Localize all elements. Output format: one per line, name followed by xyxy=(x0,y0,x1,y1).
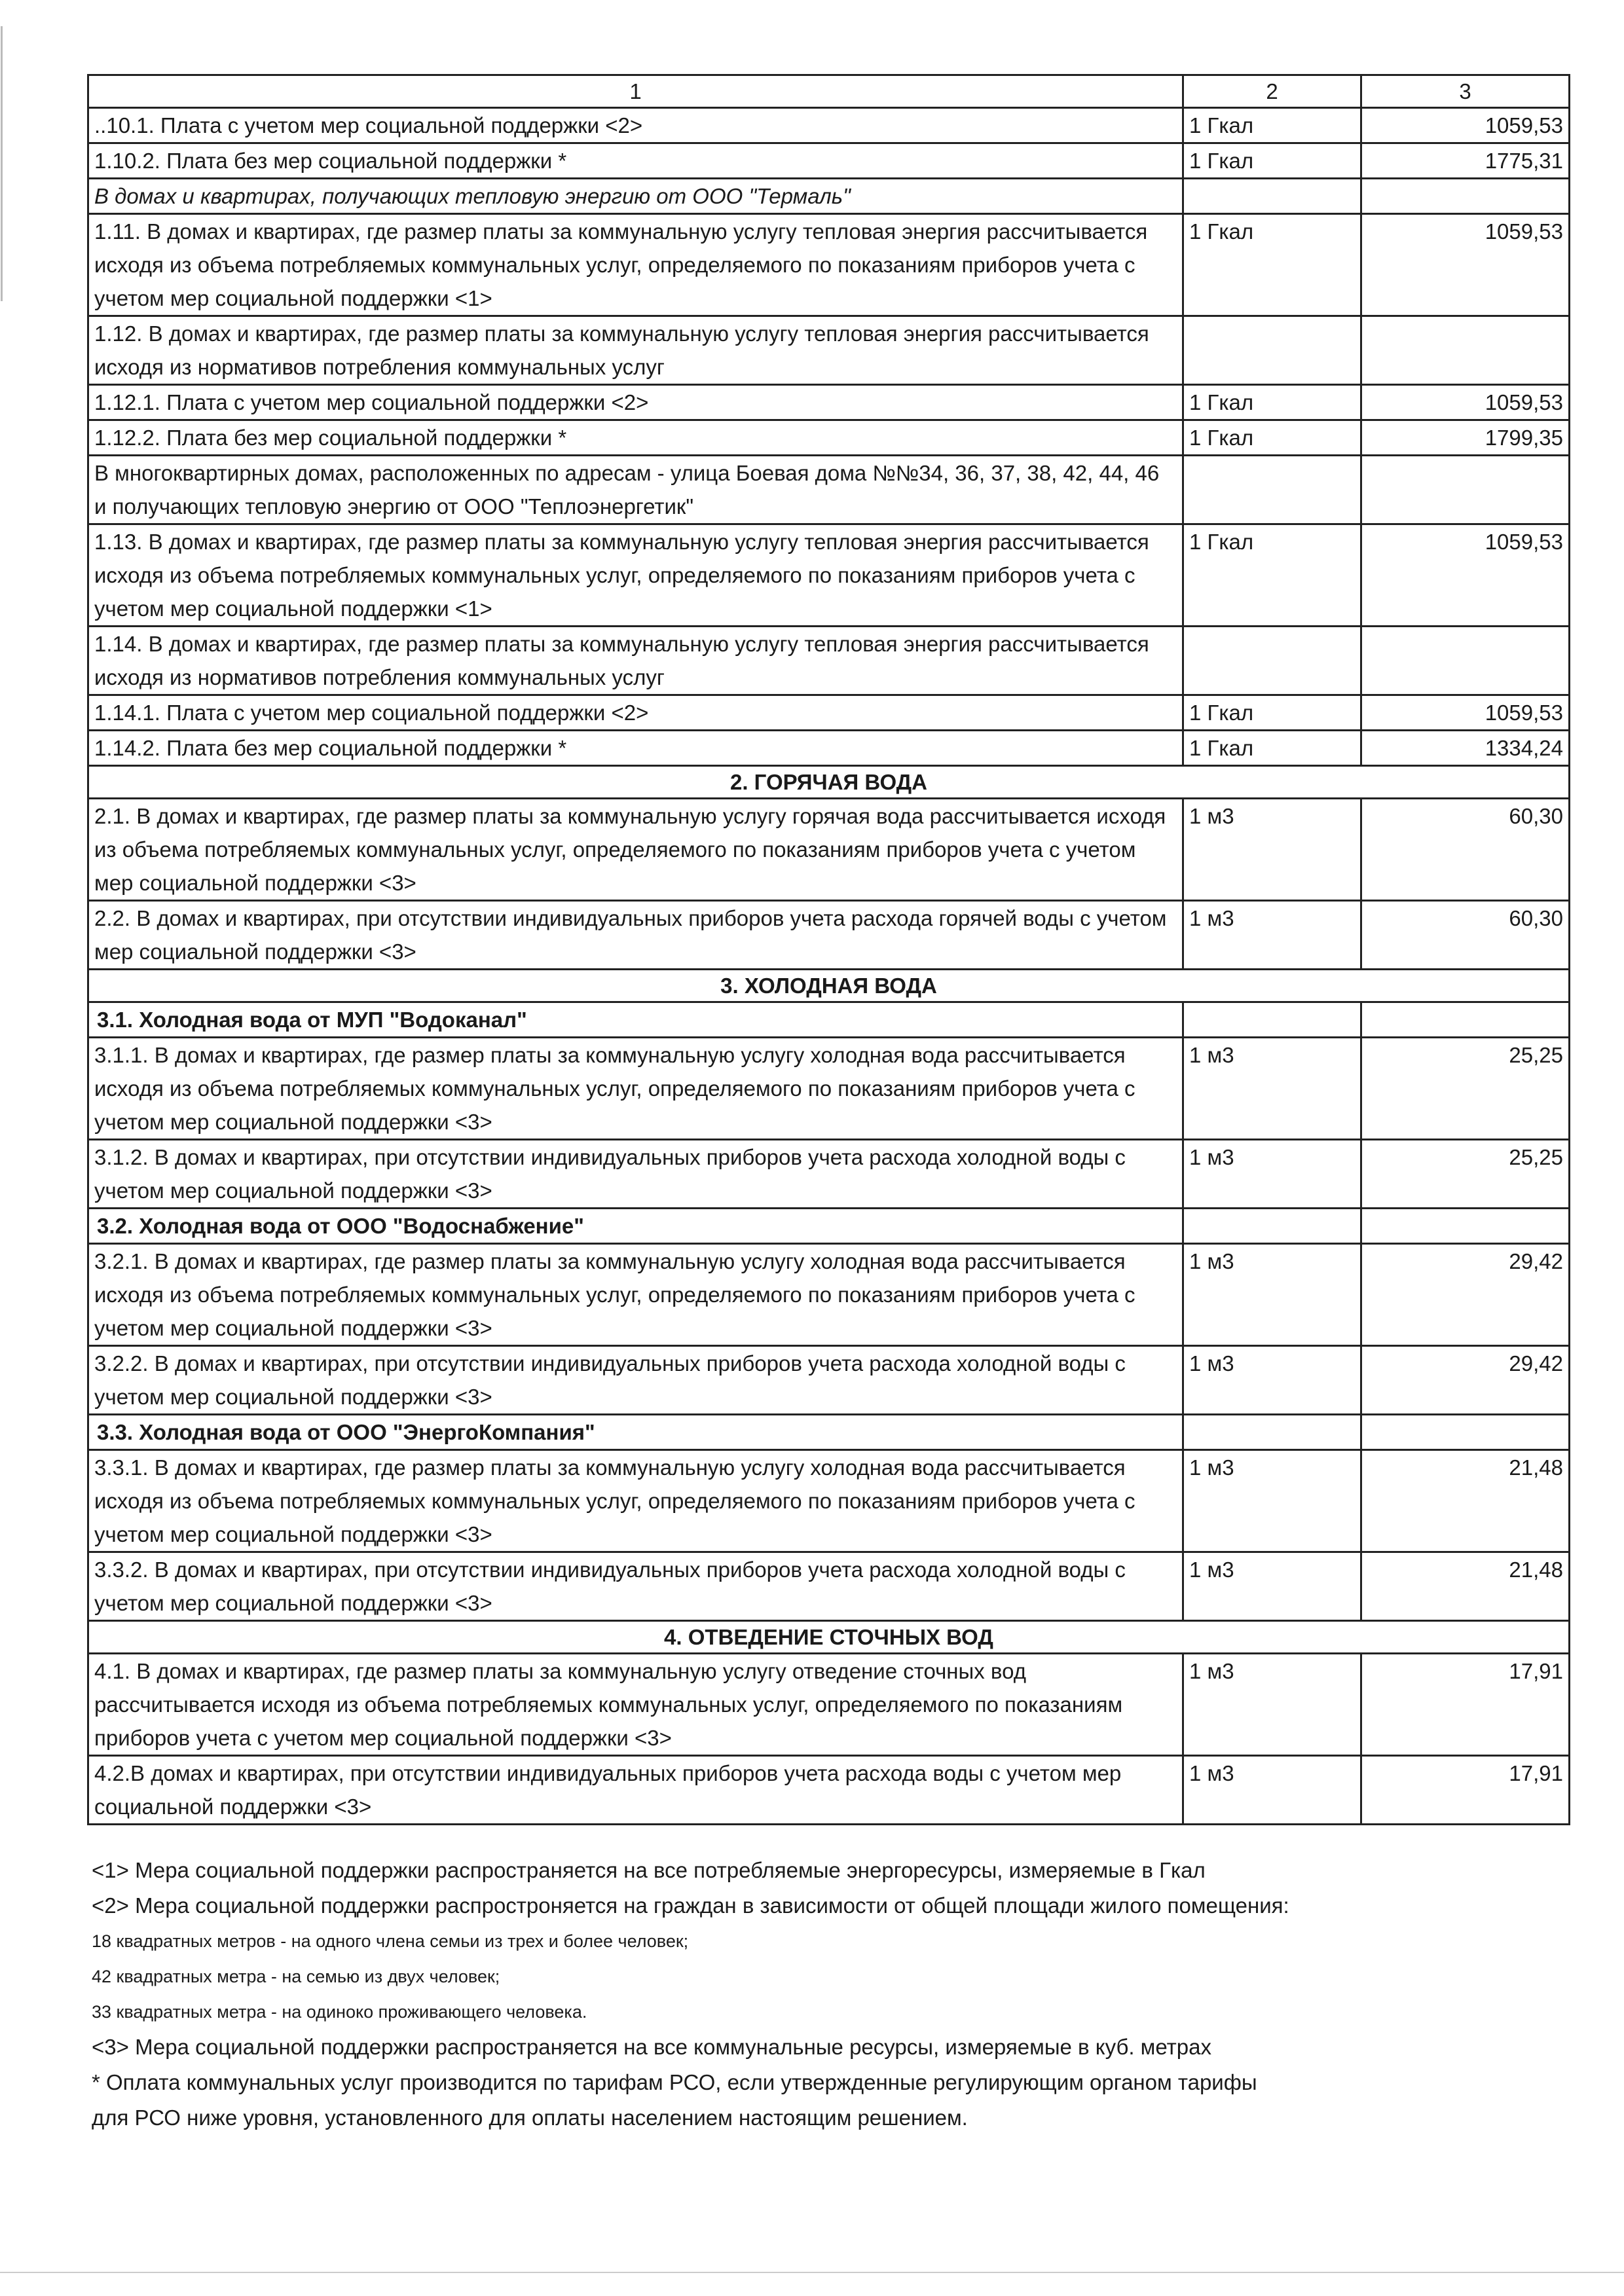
row-unit: 1 м3 xyxy=(1183,799,1361,901)
row-unit: 1 м3 xyxy=(1183,1140,1361,1209)
row-value: 29,42 xyxy=(1361,1346,1570,1415)
row-unit xyxy=(1183,456,1361,524)
subsection-row xyxy=(88,1415,1570,1450)
table-row xyxy=(88,901,1570,970)
table-header-row xyxy=(88,75,1570,108)
row-unit: 1 м3 xyxy=(1183,1346,1361,1415)
row-value: 17,91 xyxy=(1361,1654,1570,1756)
row-description: ..10.1. Плата с учетом мер социальной поддержки <2> xyxy=(88,108,1183,143)
row-value xyxy=(1361,456,1570,524)
row-value xyxy=(1361,1415,1570,1450)
table-row xyxy=(88,456,1570,524)
row-value: 21,48 xyxy=(1361,1552,1570,1621)
row-unit xyxy=(1183,1209,1361,1244)
footnote-star-line-1: * Оплата коммунальных услуг производится по тарифам РСО, если утвержденные регулирующим органом тарифы xyxy=(92,2070,1257,2094)
table-row xyxy=(88,179,1570,214)
row-description: 3.2.2. В домах и квартирах, при отсутствии индивидуальных приборов учета расхода холодной воды с учетом мер социальной поддержки <3> xyxy=(88,1346,1183,1415)
row-description: 2.2. В домах и квартирах, при отсутствии индивидуальных приборов учета расхода горячей воды с учетом мер социальной поддержки <3> xyxy=(88,901,1183,970)
header-col-1: 1 xyxy=(88,75,1183,108)
table-row xyxy=(88,799,1570,901)
table-row xyxy=(88,214,1570,316)
row-description: 3.1. Холодная вода от МУП "Водоканал" xyxy=(88,1002,1183,1038)
row-unit: 1 Гкал xyxy=(1183,420,1361,456)
header-col-3: 3 xyxy=(1361,75,1570,108)
row-unit: 1 м3 xyxy=(1183,1756,1361,1825)
scan-edge-mark xyxy=(1,26,9,301)
row-value: 1775,31 xyxy=(1361,143,1570,179)
row-value: 1059,53 xyxy=(1361,108,1570,143)
table-row xyxy=(88,1346,1570,1415)
row-value: 1059,53 xyxy=(1361,214,1570,316)
row-description: 1.14.2. Плата без мер социальной поддержки * xyxy=(88,731,1183,766)
table-row xyxy=(88,731,1570,766)
section-heading-row xyxy=(88,970,1570,1002)
row-value: 29,42 xyxy=(1361,1244,1570,1346)
row-description: 1.12.2. Плата без мер социальной поддержки * xyxy=(88,420,1183,456)
row-value: 1799,35 xyxy=(1361,420,1570,456)
subsection-row xyxy=(88,1209,1570,1244)
table-row xyxy=(88,316,1570,385)
section-heading: 2. ГОРЯЧАЯ ВОДА xyxy=(88,766,1570,799)
row-description: 1.12.1. Плата с учетом мер социальной поддержки <2> xyxy=(88,385,1183,420)
footnote-1: <1> Мера социальной поддержки распространяется на все потребляемые энергоресурсы, измеряемые в Гкал xyxy=(92,1858,1206,1882)
footnote-2-item-1: 18 квадратных метров - на одного члена семьи из трех и более человек; xyxy=(92,1931,689,1951)
row-description: 3.3. Холодная вода от ООО "ЭнергоКомпания" xyxy=(88,1415,1183,1450)
section-heading-row xyxy=(88,1621,1570,1654)
row-value xyxy=(1361,627,1570,695)
tariff-table xyxy=(87,74,1570,1825)
row-unit xyxy=(1183,627,1361,695)
row-unit: 1 м3 xyxy=(1183,901,1361,970)
row-description: 1.14. В домах и квартирах, где размер платы за коммунальную услугу тепловая энергия рассчитывается исходя из нормативов потребления коммунальных услуг xyxy=(88,627,1183,695)
row-unit: 1 Гкал xyxy=(1183,731,1361,766)
table-row xyxy=(88,1450,1570,1552)
row-description: 2.1. В домах и квартирах, где размер платы за коммунальную услугу горячая вода рассчитывается исходя из объема потребляемых коммунальных услуг, определяемого по показаниям приборов учета с учетом мер социальной поддержки <3> xyxy=(88,799,1183,901)
row-value: 1059,53 xyxy=(1361,385,1570,420)
footnote-2-item-3: 33 квадратных метра - на одиноко проживающего человека. xyxy=(92,2002,587,2022)
row-unit: 1 м3 xyxy=(1183,1038,1361,1140)
row-unit xyxy=(1183,1002,1361,1038)
row-value: 60,30 xyxy=(1361,799,1570,901)
table-row xyxy=(88,1244,1570,1346)
footnote-3: <3> Мера социальной поддержки распространяется на все коммунальные ресурсы, измеряемые в куб. метрах xyxy=(92,2035,1211,2059)
row-description: 3.2. Холодная вода от ООО "Водоснабжение" xyxy=(88,1209,1183,1244)
row-value: 17,91 xyxy=(1361,1756,1570,1825)
table-row xyxy=(88,1552,1570,1621)
row-value xyxy=(1361,316,1570,385)
row-description: 1.10.2. Плата без мер социальной поддержки * xyxy=(88,143,1183,179)
section-heading-row xyxy=(88,766,1570,799)
table-row xyxy=(88,524,1570,627)
row-description: 3.3.1. В домах и квартирах, где размер платы за коммунальную услугу холодная вода рассчитывается исходя из объема потребляемых коммунальных услуг, определяемого по показаниям приборов учета с учетом мер социальной поддержки <3> xyxy=(88,1450,1183,1552)
row-unit xyxy=(1183,1415,1361,1450)
row-unit: 1 Гкал xyxy=(1183,143,1361,179)
subsection-row xyxy=(88,1002,1570,1038)
row-unit: 1 Гкал xyxy=(1183,385,1361,420)
table-row xyxy=(88,108,1570,143)
row-value: 25,25 xyxy=(1361,1140,1570,1209)
row-description: 1.14.1. Плата с учетом мер социальной поддержки <2> xyxy=(88,695,1183,731)
table-row xyxy=(88,1038,1570,1140)
table-row xyxy=(88,695,1570,731)
row-unit: 1 м3 xyxy=(1183,1552,1361,1621)
row-unit: 1 м3 xyxy=(1183,1654,1361,1756)
row-value: 25,25 xyxy=(1361,1038,1570,1140)
footnote-2: <2> Мера социальной поддержки распростроняется на граждан в зависимости от общей площади жилого помещения: xyxy=(92,1893,1289,1918)
row-description: 3.1.1. В домах и квартирах, где размер платы за коммунальную услугу холодная вода рассчитывается исходя из объема потребляемых коммунальных услуг, определяемого по показаниям приборов учета с учетом мер социальной поддержки <3> xyxy=(88,1038,1183,1140)
table-row xyxy=(88,1756,1570,1825)
row-value xyxy=(1361,1002,1570,1038)
row-unit: 1 м3 xyxy=(1183,1450,1361,1552)
row-description: 1.12. В домах и квартирах, где размер платы за коммунальную услугу тепловая энергия рассчитывается исходя из нормативов потребления коммунальных услуг xyxy=(88,316,1183,385)
footnotes xyxy=(92,1853,1565,2136)
header-col-2: 2 xyxy=(1183,75,1361,108)
table-row xyxy=(88,1140,1570,1209)
table-row xyxy=(88,1654,1570,1756)
row-unit xyxy=(1183,316,1361,385)
row-description: В домах и квартирах, получающих тепловую энергию от ООО "Термаль" xyxy=(88,179,1183,214)
row-value: 1059,53 xyxy=(1361,524,1570,627)
table-row xyxy=(88,627,1570,695)
row-unit: 1 Гкал xyxy=(1183,524,1361,627)
row-description: 4.1. В домах и квартирах, где размер платы за коммунальную услугу отведение сточных вод рассчитывается исходя из объема потребляемых коммунальных услуг, определяемого по показаниям приборов учета с учетом мер социальной поддержки <3> xyxy=(88,1654,1183,1756)
section-heading: 3. ХОЛОДНАЯ ВОДА xyxy=(88,970,1570,1002)
row-unit: 1 м3 xyxy=(1183,1244,1361,1346)
section-heading: 4. ОТВЕДЕНИЕ СТОЧНЫХ ВОД xyxy=(88,1621,1570,1654)
row-description: В многоквартирных домах, расположенных по адресам - улица Боевая дома №№34, 36, 37, 38, 42, 44, 46 и получающих тепловую энергию от ООО "Теплоэнергетик" xyxy=(88,456,1183,524)
table-row xyxy=(88,143,1570,179)
row-description: 1.13. В домах и квартирах, где размер платы за коммунальную услугу тепловая энергия рассчитывается исходя из объема потребляемых коммунальных услуг, определяемого по показаниям приборов учета с учетом мер социальной поддержки <1> xyxy=(88,524,1183,627)
row-description: 3.2.1. В домах и квартирах, где размер платы за коммунальную услугу холодная вода рассчитывается исходя из объема потребляемых коммунальных услуг, определяемого по показаниям приборов учета с учетом мер социальной поддержки <3> xyxy=(88,1244,1183,1346)
row-description: 1.11. В домах и квартирах, где размер платы за коммунальную услугу тепловая энергия рассчитывается исходя из объема потребляемых коммунальных услуг, определяемого по показаниям приборов учета с учетом мер социальной поддержки <1> xyxy=(88,214,1183,316)
scan-bottom-edge xyxy=(0,2272,1624,2273)
row-unit xyxy=(1183,179,1361,214)
row-value: 1059,53 xyxy=(1361,695,1570,731)
table-row xyxy=(88,420,1570,456)
row-value xyxy=(1361,1209,1570,1244)
row-unit: 1 Гкал xyxy=(1183,695,1361,731)
row-description: 3.1.2. В домах и квартирах, при отсутствии индивидуальных приборов учета расхода холодной воды с учетом мер социальной поддержки <3> xyxy=(88,1140,1183,1209)
table-row xyxy=(88,385,1570,420)
row-value: 21,48 xyxy=(1361,1450,1570,1552)
row-unit: 1 Гкал xyxy=(1183,108,1361,143)
row-value xyxy=(1361,179,1570,214)
row-unit: 1 Гкал xyxy=(1183,214,1361,316)
row-value: 1334,24 xyxy=(1361,731,1570,766)
row-value: 60,30 xyxy=(1361,901,1570,970)
row-description: 4.2.В домах и квартирах, при отсутствии индивидуальных приборов учета расхода воды с учетом мер социальной поддержки <3> xyxy=(88,1756,1183,1825)
row-description: 3.3.2. В домах и квартирах, при отсутствии индивидуальных приборов учета расхода холодной воды с учетом мер социальной поддержки <3> xyxy=(88,1552,1183,1621)
footnote-star-line-2: для РСО ниже уровня, установленного для оплаты населением настоящим решением. xyxy=(92,2105,968,2130)
footnote-2-item-2: 42 квадратных метра - на семью из двух человек; xyxy=(92,1967,500,1986)
